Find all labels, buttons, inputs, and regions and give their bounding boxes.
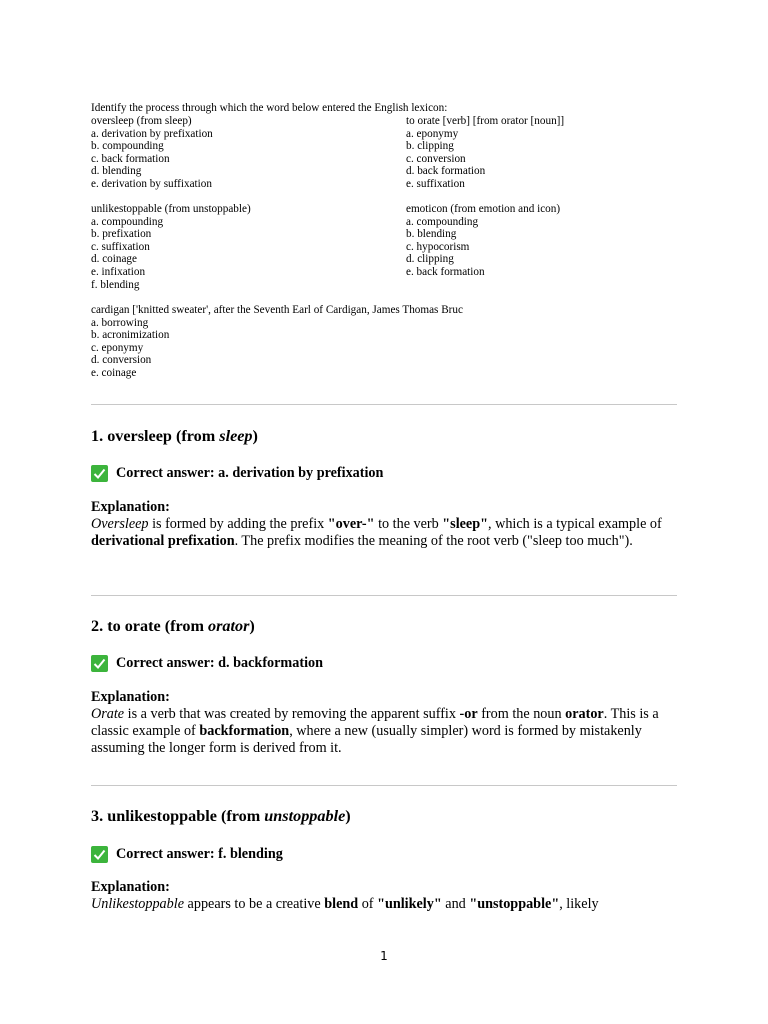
question-orate <box>406 115 564 191</box>
option: d. clipping <box>406 253 454 266</box>
text-run: of <box>358 896 378 912</box>
option: a. eponymy <box>406 127 459 140</box>
option: d. coinage <box>91 253 137 266</box>
question-word: cardigan ['knitted sweater', after the Seventh Earl of Cardigan, James Thomas Bruc <box>91 304 463 316</box>
option: c. hypocorism <box>406 240 470 253</box>
question-word: emoticon (from emotion and icon) <box>406 203 561 215</box>
explanation-label: Explanation: <box>91 689 170 705</box>
option: c. back formation <box>91 152 170 165</box>
divider <box>91 404 677 405</box>
divider <box>91 595 677 596</box>
section-title <box>91 806 351 826</box>
text-run: is formed by adding the prefix <box>148 516 328 532</box>
question-unlikestoppable <box>91 203 251 291</box>
question-word: oversleep (from sleep) <box>91 115 192 127</box>
section-title-base-word: orator <box>208 617 250 635</box>
text-run: from the noun <box>477 706 566 722</box>
option: a. compounding <box>91 215 164 228</box>
text-run: , where a new (usually simpler) word is formed by mistakenly assuming the longer form is derived from it. <box>91 723 642 756</box>
document-page <box>91 0 677 1024</box>
section-title-text: 3. unlikestoppable (from <box>91 807 265 825</box>
bold-run: "over-" <box>327 516 375 532</box>
correct-answer-text: Correct answer: d. backformation <box>116 655 323 671</box>
text-run: is a verb that was created by removing the apparent suffix <box>124 706 460 722</box>
option: a. compounding <box>406 215 479 228</box>
option: b. acronimization <box>91 329 170 342</box>
question-oversleep <box>91 115 213 191</box>
correct-answer <box>91 464 383 482</box>
question-word: unlikestoppable (from unstoppable) <box>91 203 251 215</box>
option: d. conversion <box>91 354 152 367</box>
section-title <box>91 426 258 446</box>
explanation-text <box>91 896 677 913</box>
option: b. prefixation <box>91 228 152 241</box>
text-run: . The prefix modifies the meaning of the root verb ("sleep too much"). <box>234 533 633 549</box>
section-title-text: 2. to orate (from <box>91 617 209 635</box>
section-title-base-word: unstoppable <box>264 807 346 825</box>
checkmark-icon <box>91 465 108 482</box>
option: d. blending <box>91 165 142 178</box>
correct-answer <box>91 845 283 863</box>
bold-run: orator <box>565 706 604 722</box>
bold-run: "unstoppable" <box>469 896 560 912</box>
option: c. suffixation <box>91 240 150 253</box>
explanation-text <box>91 706 677 757</box>
question-emoticon <box>406 203 560 279</box>
option: c. conversion <box>406 152 466 165</box>
text-run: appears to be a creative <box>184 896 325 912</box>
italic-run: Orate <box>91 706 125 722</box>
option: e. coinage <box>91 366 137 379</box>
option: e. back formation <box>406 265 485 278</box>
option: e. derivation by suffixation <box>91 177 212 190</box>
correct-answer <box>91 654 323 672</box>
quiz-intro: Identify the process through which the word below entered the English lexicon: <box>91 102 448 114</box>
text-run: , which is a typical example of <box>488 516 662 532</box>
section-title-close: ) <box>249 617 255 635</box>
text-run: , likely <box>559 896 599 912</box>
section-title-close: ) <box>252 427 258 445</box>
bold-run: -or <box>459 706 478 722</box>
option: d. back formation <box>406 165 486 178</box>
bold-run: backformation <box>199 723 290 739</box>
section-title <box>91 616 255 636</box>
question-cardigan <box>91 304 463 380</box>
bold-run: "sleep" <box>442 516 488 532</box>
text-run: . This is a classic example of <box>91 706 659 739</box>
option: c. eponymy <box>91 341 144 354</box>
text-run: and <box>441 896 470 912</box>
checkmark-icon <box>91 846 108 863</box>
italic-run: Oversleep <box>91 516 149 532</box>
checkmark-icon <box>91 655 108 672</box>
bold-run: blend <box>324 896 359 912</box>
divider <box>91 785 677 786</box>
explanation-label: Explanation: <box>91 499 170 515</box>
bold-run: "unlikely" <box>377 896 442 912</box>
option: e. infixation <box>91 265 146 278</box>
section-title-text: 1. oversleep (from <box>91 427 220 445</box>
question-word: to orate [verb] [from orator [noun]] <box>406 115 565 127</box>
page-number: 1 <box>380 949 388 963</box>
option: f. blending <box>91 278 140 291</box>
option: a. derivation by prefixation <box>91 127 213 140</box>
explanation-text <box>91 516 677 550</box>
bold-run: derivational prefixation <box>91 533 235 549</box>
option: b. clipping <box>406 140 454 153</box>
text-run: to the verb <box>374 516 443 532</box>
italic-run: Unlikestoppable <box>91 896 184 912</box>
section-title-base-word: sleep <box>219 427 253 445</box>
section-title-close: ) <box>345 807 351 825</box>
correct-answer-text: Correct answer: f. blending <box>116 846 283 862</box>
explanation-label: Explanation: <box>91 879 170 895</box>
correct-answer-text: Correct answer: a. derivation by prefixation <box>116 465 384 481</box>
option: b. blending <box>406 228 457 241</box>
option: e. suffixation <box>406 177 465 190</box>
option: b. compounding <box>91 140 164 153</box>
option: a. borrowing <box>91 316 149 329</box>
